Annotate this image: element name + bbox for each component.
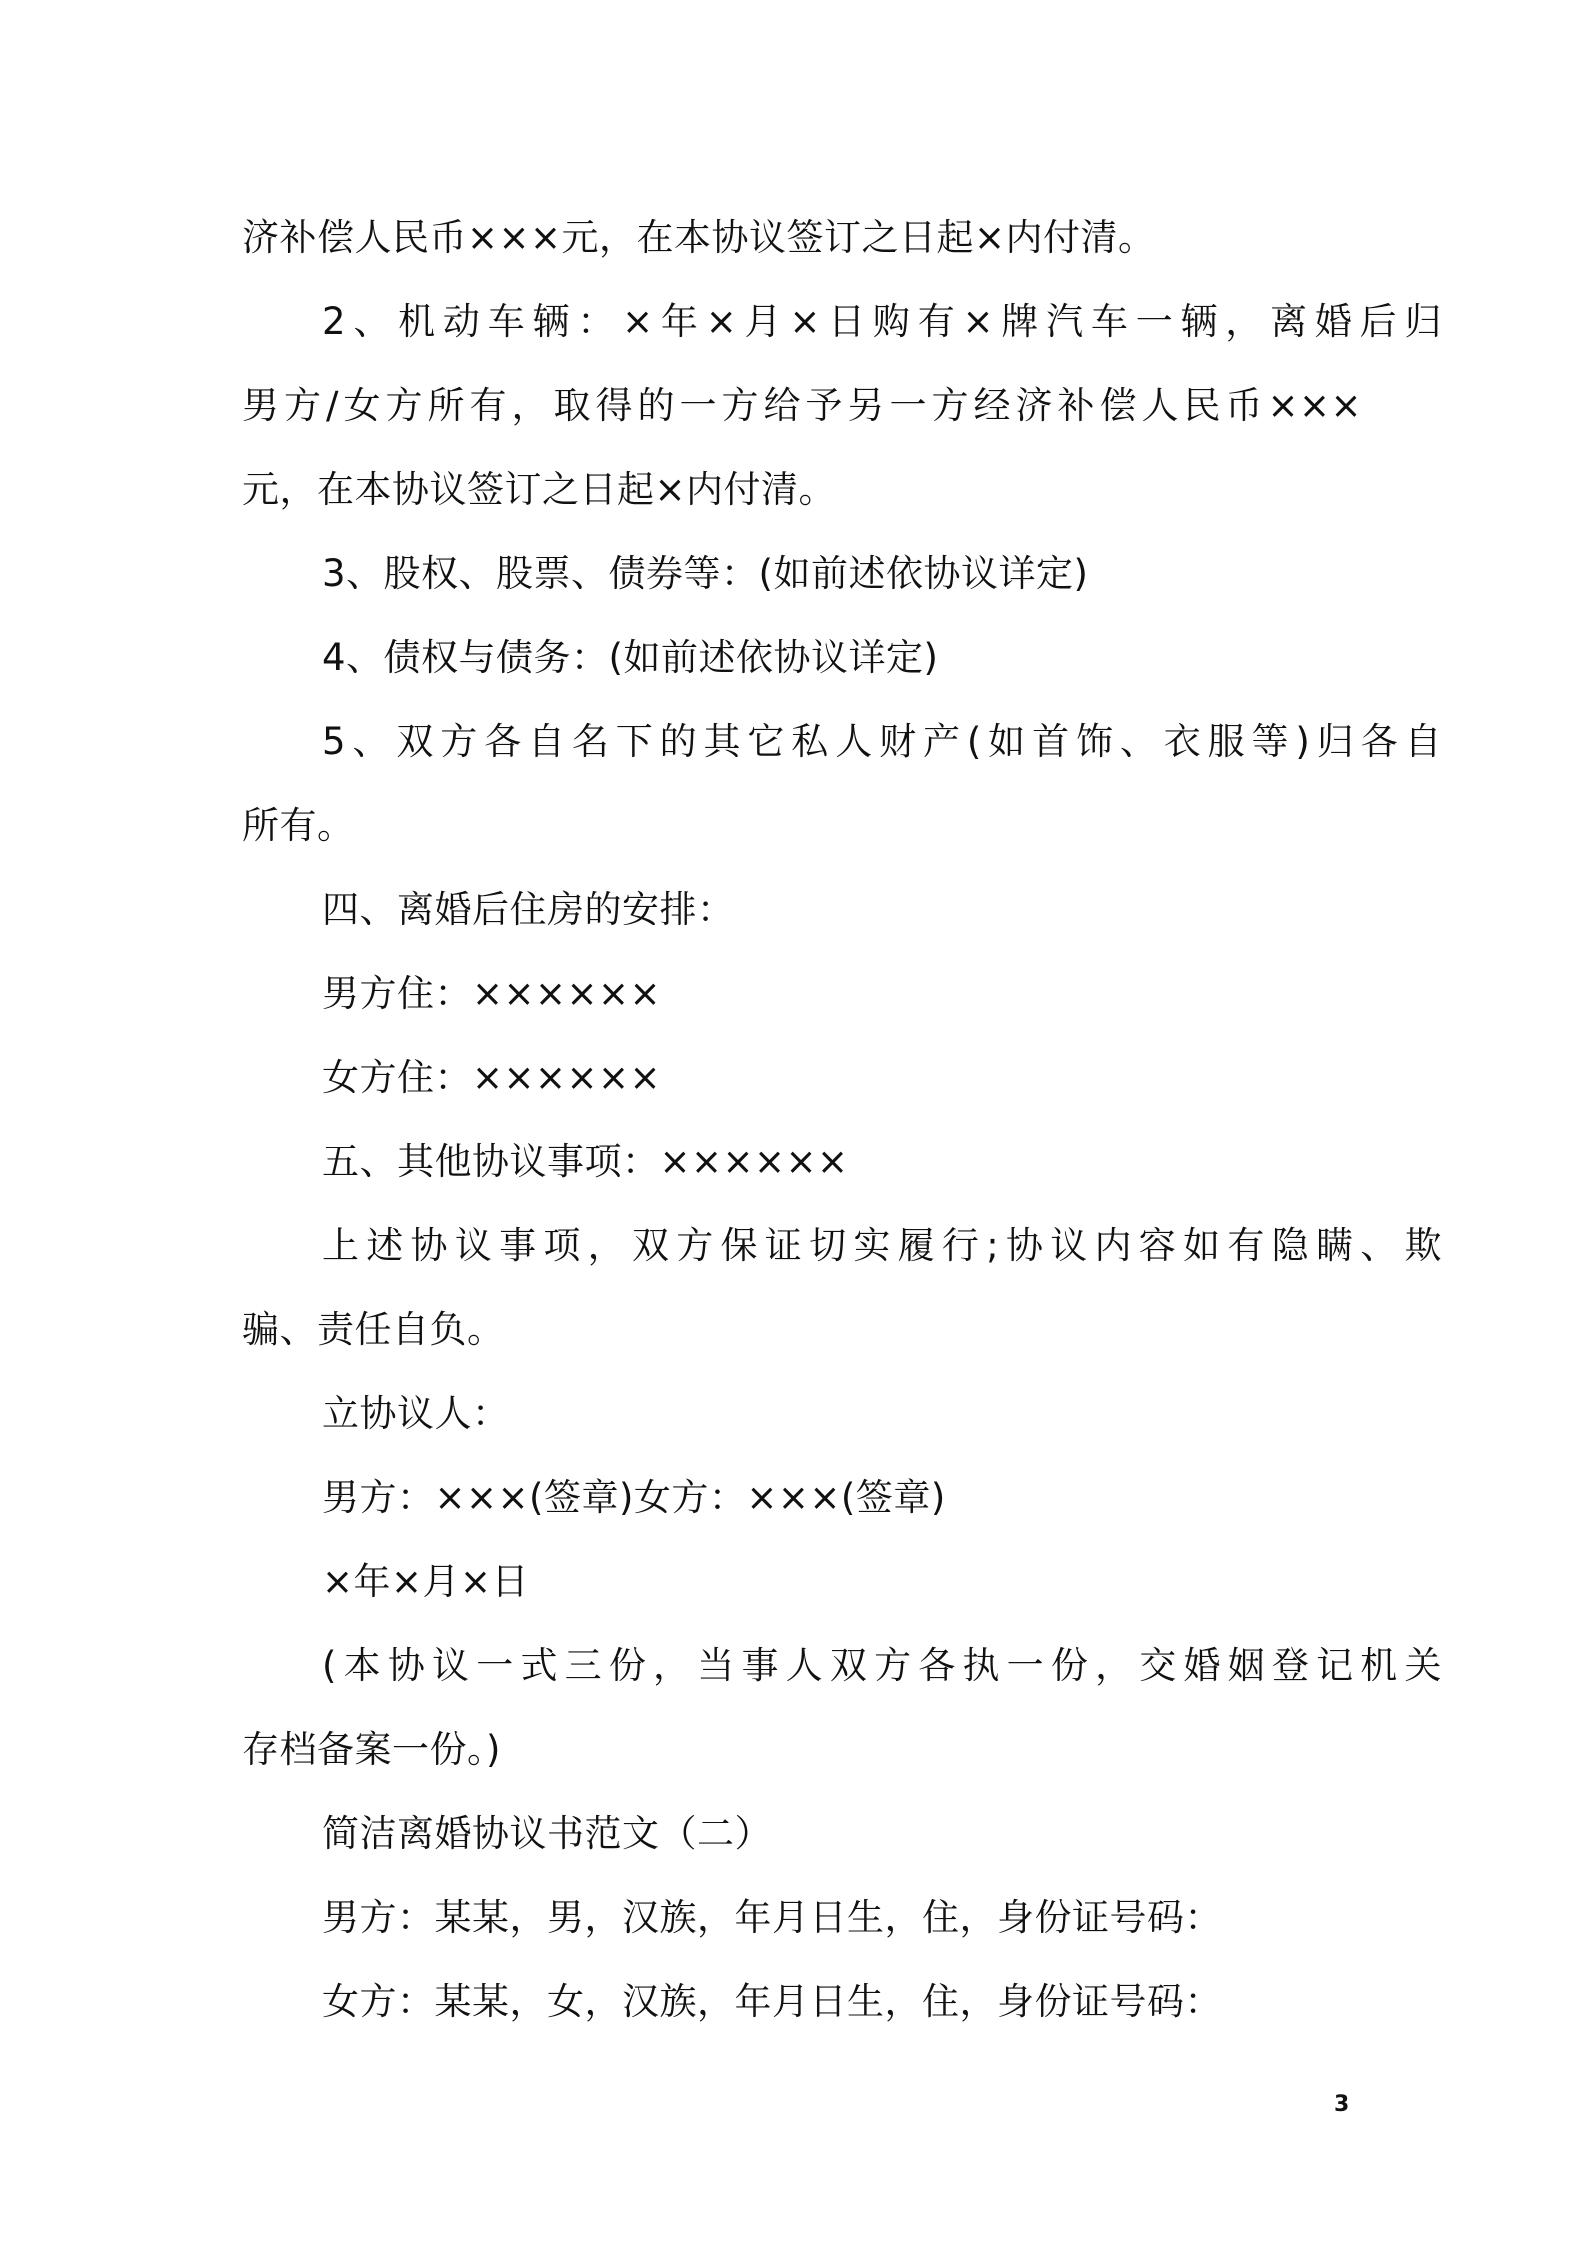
text-line: 骗、责任自负。	[242, 1308, 505, 1351]
text-line: 元，在本协议签订之日起×内付清。	[242, 468, 837, 511]
text-line: 3、股权、股票、债券等：(如前述依协议详定)	[322, 552, 1089, 595]
section-heading: 四、离婚后住房的安排：	[322, 888, 735, 931]
section-heading: 五、其他协议事项：××××××	[322, 1140, 849, 1183]
text-line: 2、机动车辆：×年×月×日购有×牌汽车一辆，离婚后归	[322, 300, 1442, 343]
text-line: 存档备案一份。)	[242, 1728, 501, 1771]
text-line: 济补偿人民币×××元，在本协议签订之日起×内付清。	[242, 216, 1156, 259]
text-line: 立协议人：	[322, 1392, 510, 1435]
text-line: 所有。	[242, 804, 355, 847]
text-line: 女方住：××××××	[322, 1056, 662, 1099]
text-line: 男方/女方所有，取得的一方给予另一方经济补偿人民币×××	[242, 384, 1362, 427]
text-line: 女方：某某，女，汉族，年月日生，住，身份证号码：	[322, 1980, 1222, 2023]
page-number: 3	[1334, 2092, 1350, 2117]
text-line: 5、双方各自名下的其它私人财产(如首饰、衣服等)归各自	[322, 720, 1442, 763]
text-line: 上述协议事项，双方保证切实履行;协议内容如有隐瞒、欺	[322, 1224, 1442, 1267]
document-subtitle: 简洁离婚协议书范文（二）	[322, 1812, 772, 1855]
text-line: 男方住：××××××	[322, 972, 662, 1015]
text-line: (本协议一式三份，当事人双方各执一份，交婚姻登记机关	[322, 1644, 1442, 1687]
date-line: ×年×月×日	[322, 1560, 530, 1603]
text-line: 4、债权与债务：(如前述依协议详定)	[322, 636, 939, 679]
document-body	[242, 196, 1442, 2044]
text-line: 男方：某某，男，汉族，年月日生，住，身份证号码：	[322, 1896, 1222, 1939]
signature-line: 男方：×××(签章)女方：×××(签章)	[322, 1476, 946, 1519]
